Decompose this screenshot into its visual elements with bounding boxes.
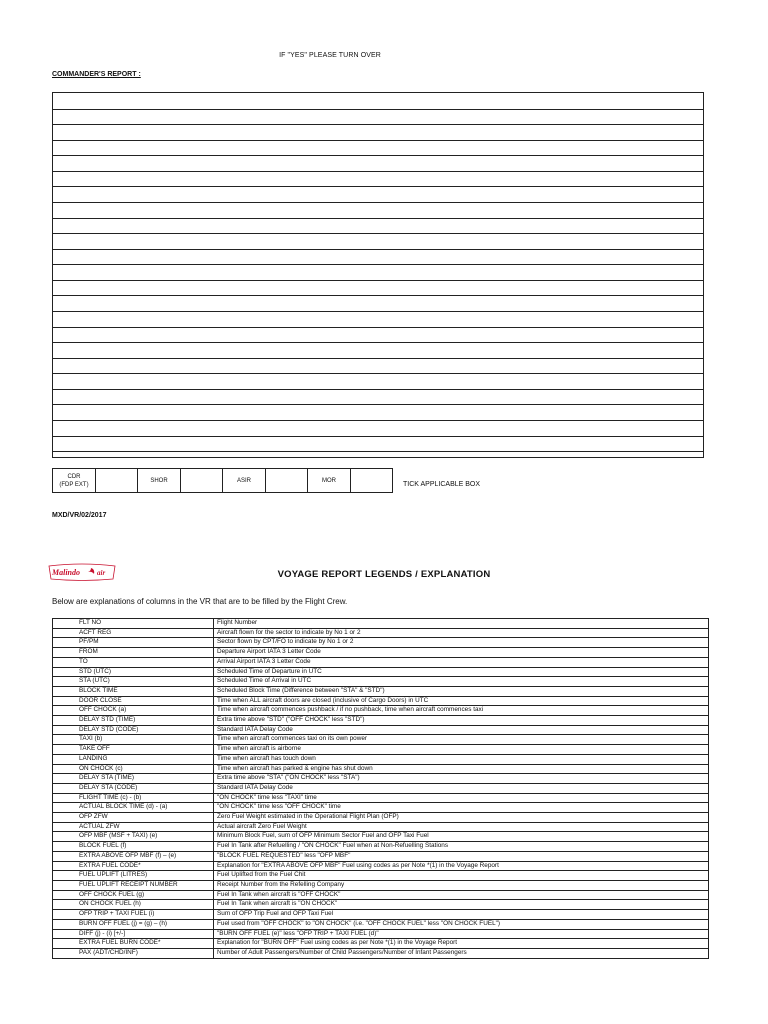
- report-line[interactable]: [53, 249, 703, 250]
- legend-row: [53, 832, 709, 842]
- legend-term: FUEL UPLIFT (LITRES): [53, 871, 214, 881]
- legend-term: ACFT REG: [53, 628, 214, 638]
- legend-row: [53, 948, 709, 958]
- legend-term: DIFF (j) - (i) [+/-]: [53, 929, 214, 939]
- report-line[interactable]: [53, 218, 703, 219]
- tick-box[interactable]: [266, 469, 308, 493]
- legend-term: EXTRA ABOVE OFP MBF (f) – (e): [53, 851, 214, 861]
- legend-table: [52, 618, 709, 959]
- tick-box[interactable]: [351, 469, 393, 493]
- legend-row: [53, 706, 709, 716]
- legend-row: [53, 929, 709, 939]
- legend-row: [53, 667, 709, 677]
- legend-row: [53, 764, 709, 774]
- legend-term: PAX (ADT/CHD/INF): [53, 948, 214, 958]
- legend-description: Departure Airport IATA 3 Letter Code: [214, 648, 709, 658]
- legend-term: BLOCK FUEL (f): [53, 842, 214, 852]
- report-line[interactable]: [53, 264, 703, 265]
- legend-row: [53, 842, 709, 852]
- svg-text:air: air: [97, 569, 106, 577]
- legend-description: Sum of OFP Trip Fuel and OFP Taxi Fuel: [214, 910, 709, 920]
- legend-description: Fuel Uplifted from the Fuel Chit: [214, 871, 709, 881]
- legend-description: "BURN OFF FUEL (e)" less "OFP TRIP + TAXI FUEL (d)": [214, 929, 709, 939]
- tick-box[interactable]: [181, 469, 223, 493]
- legend-term: BURN OFF FUEL (j) = (g) – (h): [53, 919, 214, 929]
- legend-row: [53, 890, 709, 900]
- legend-term: DOOR CLOSE: [53, 696, 214, 706]
- report-line[interactable]: [53, 233, 703, 234]
- legend-description: Receipt Number from the Refelling Company: [214, 880, 709, 890]
- legend-term: BLOCK TIME: [53, 686, 214, 696]
- legend-description: Scheduled Time of Arrival in UTC: [214, 677, 709, 687]
- report-line[interactable]: [53, 140, 703, 141]
- legend-term: TO: [53, 657, 214, 667]
- report-line[interactable]: [53, 358, 703, 359]
- legend-term: OFP MBF (MSF + TAXI) (e): [53, 832, 214, 842]
- legend-term: STD (UTC): [53, 667, 214, 677]
- tick-box-label: CDR (FDP EXT): [53, 469, 96, 493]
- report-line[interactable]: [53, 295, 703, 296]
- legend-term: EXTRA FUEL BURN CODE*: [53, 939, 214, 949]
- legend-row: [53, 754, 709, 764]
- legend-term: ACTUAL BLOCK TIME (d) - (a): [53, 803, 214, 813]
- legend-term: DELAY STA (TIME): [53, 774, 214, 784]
- legend-term: STA (UTC): [53, 677, 214, 687]
- legend-row: [53, 919, 709, 929]
- tick-box-label: SHOR: [138, 469, 181, 493]
- legend-description: Aircraft flown for the sector to indicate by No 1 or 2: [214, 628, 709, 638]
- legend-row: [53, 822, 709, 832]
- report-line[interactable]: [53, 124, 703, 125]
- report-line[interactable]: [53, 420, 703, 421]
- report-line[interactable]: [53, 155, 703, 156]
- legend-term: TAKE OFF: [53, 745, 214, 755]
- legend-term: DELAY STD (TIME): [53, 716, 214, 726]
- legend-term: FROM: [53, 648, 214, 658]
- report-line[interactable]: [53, 451, 703, 452]
- legend-description: Extra time above "STA" ("ON CHOCK" less "STA"): [214, 774, 709, 784]
- legend-description: Zero Fuel Weight estimated in the Operational Flight Plan (OFP): [214, 813, 709, 823]
- legend-term: OFF CHOCK (a): [53, 706, 214, 716]
- report-line[interactable]: [53, 327, 703, 328]
- legend-term: DELAY STA (CODE): [53, 783, 214, 793]
- legend-term: ON CHOCK (c): [53, 764, 214, 774]
- legend-term: ACTUAL ZFW: [53, 822, 214, 832]
- legend-description: Explanation for "BURN OFF" Fuel using codes as per Note *(1) in the Voyage Report: [214, 939, 709, 949]
- legend-description: Fuel used from "OFF CHOCK" to "ON CHOCK" (i.e. "OFF CHOCK FUEL" less "ON CHOCK FUEL"): [214, 919, 709, 929]
- legend-term: TAXI (b): [53, 735, 214, 745]
- legend-description: Explanation for "EXTRA ABOVE OFP MBF" Fuel using codes as per Note *(1) in the Voyage Report: [214, 861, 709, 871]
- legend-row: [53, 851, 709, 861]
- legend-term: FLIGHT TIME (c) - (b): [53, 793, 214, 803]
- legend-row: [53, 628, 709, 638]
- legend-intro: Below are explanations of columns in the VR that are to be filled by the Flight Crew.: [52, 597, 348, 606]
- report-line[interactable]: [53, 202, 703, 203]
- legend-description: Minimum Block Fuel, sum of OFP Minimum Sector Fuel and OFP Taxi Fuel: [214, 832, 709, 842]
- legend-row: [53, 657, 709, 667]
- tick-box[interactable]: [96, 469, 138, 493]
- legend-description: Time when aircraft is airborne: [214, 745, 709, 755]
- legend-term: ON CHOCK FUEL (h): [53, 900, 214, 910]
- legend-description: Time when aircraft commences taxi on its own power: [214, 735, 709, 745]
- legend-term: EXTRA FUEL CODE*: [53, 861, 214, 871]
- legend-description: Fuel In Tank when aircraft is "ON CHOCK": [214, 900, 709, 910]
- legend-row: [53, 793, 709, 803]
- report-line[interactable]: [53, 342, 703, 343]
- legend-title: VOYAGE REPORT LEGENDS / EXPLANATION: [277, 569, 491, 580]
- commanders-report-label: COMMANDER'S REPORT :: [52, 71, 141, 78]
- report-type-tick-boxes: [52, 468, 393, 493]
- legend-description: Time when aircraft has parked & engine has shut down: [214, 764, 709, 774]
- report-line[interactable]: [53, 436, 703, 437]
- legend-description: "ON CHOCK" time less "OFF CHOCK" time: [214, 803, 709, 813]
- legend-description: "BLOCK FUEL REQUESTED" less "OFP MBF": [214, 851, 709, 861]
- legend-term: OFF CHOCK FUEL (g): [53, 890, 214, 900]
- report-line[interactable]: [53, 404, 703, 405]
- legend-description: Time when aircraft has touch down: [214, 754, 709, 764]
- report-line[interactable]: [53, 109, 703, 110]
- legend-description: "ON CHOCK" time less "TAXI" time: [214, 793, 709, 803]
- legend-row: [53, 648, 709, 658]
- legend-row: [53, 783, 709, 793]
- report-line[interactable]: [53, 373, 703, 374]
- legend-row: [53, 619, 709, 629]
- legend-row: [53, 774, 709, 784]
- legend-description: Extra time above "STD" ("OFF CHOCK" less "STD"): [214, 716, 709, 726]
- legend-row: [53, 910, 709, 920]
- legend-description: Flight Number: [214, 619, 709, 629]
- tick-box-label: ASIR: [223, 469, 266, 493]
- legend-term: PF/PM: [53, 638, 214, 648]
- report-line[interactable]: [53, 171, 703, 172]
- legend-row: [53, 900, 709, 910]
- legend-row: [53, 696, 709, 706]
- legend-row: [53, 638, 709, 648]
- legend-term: OFP ZFW: [53, 813, 214, 823]
- report-line[interactable]: [53, 280, 703, 281]
- legend-term: LANDING: [53, 754, 214, 764]
- legend-term: DELAY STD (CODE): [53, 725, 214, 735]
- legend-row: [53, 745, 709, 755]
- tick-applicable-note: TICK APPLICABLE BOX: [403, 481, 481, 488]
- document-code: MXD/VR/02/2017: [52, 512, 107, 519]
- legend-row: [53, 813, 709, 823]
- legend-term: OFP TRIP + TAXI FUEL (i): [53, 910, 214, 920]
- legend-description: Time when ALL aircraft doors are closed (inclusive of Cargo Doors) in UTC: [214, 696, 709, 706]
- legend-description: Standard IATA Delay Code: [214, 725, 709, 735]
- legend-row: [53, 871, 709, 881]
- legend-description: Fuel In Tank after Refuelling / "ON CHOCK" Fuel when at Non-Refuelling Stations: [214, 842, 709, 852]
- legend-row: [53, 861, 709, 871]
- legend-description: Scheduled Block Time (Difference between "STA" & "STD"): [214, 686, 709, 696]
- legend-row: [53, 716, 709, 726]
- svg-text:Malindo: Malindo: [52, 568, 81, 577]
- legend-term: FLT NO: [53, 619, 214, 629]
- legend-description: Fuel In Tank when aircraft is "OFF CHOCK": [214, 890, 709, 900]
- legend-row: [53, 939, 709, 949]
- legend-description: Arrival Airport IATA 3 Letter Code: [214, 657, 709, 667]
- legend-row: [53, 735, 709, 745]
- legend-description: Number of Adult Passengers/Number of Child Passengers/Number of Infant Passengers: [214, 948, 709, 958]
- legend-description: Time when aircraft commences pushback / if no pushback, time when aircraft commences taxi: [214, 706, 709, 716]
- commanders-report-box[interactable]: [52, 92, 704, 458]
- legend-row: [53, 686, 709, 696]
- legend-term: FUEL UPLIFT RECEIPT NUMBER: [53, 880, 214, 890]
- legend-description: Actual aircraft Zero Fuel Weight: [214, 822, 709, 832]
- report-line[interactable]: [53, 311, 703, 312]
- legend-description: Scheduled Time of Departure in UTC: [214, 667, 709, 677]
- legend-row: [53, 677, 709, 687]
- legend-row: [53, 880, 709, 890]
- legend-row: [53, 725, 709, 735]
- turn-over-note: IF "YES" PLEASE TURN OVER: [279, 52, 381, 59]
- tick-box-label: MOR: [308, 469, 351, 493]
- legend-description: Standard IATA Delay Code: [214, 783, 709, 793]
- legend-row: [53, 803, 709, 813]
- report-line[interactable]: [53, 186, 703, 187]
- legend-description: Sector flown by CPT/FO to indicate by No 1 or 2: [214, 638, 709, 648]
- report-line[interactable]: [53, 389, 703, 390]
